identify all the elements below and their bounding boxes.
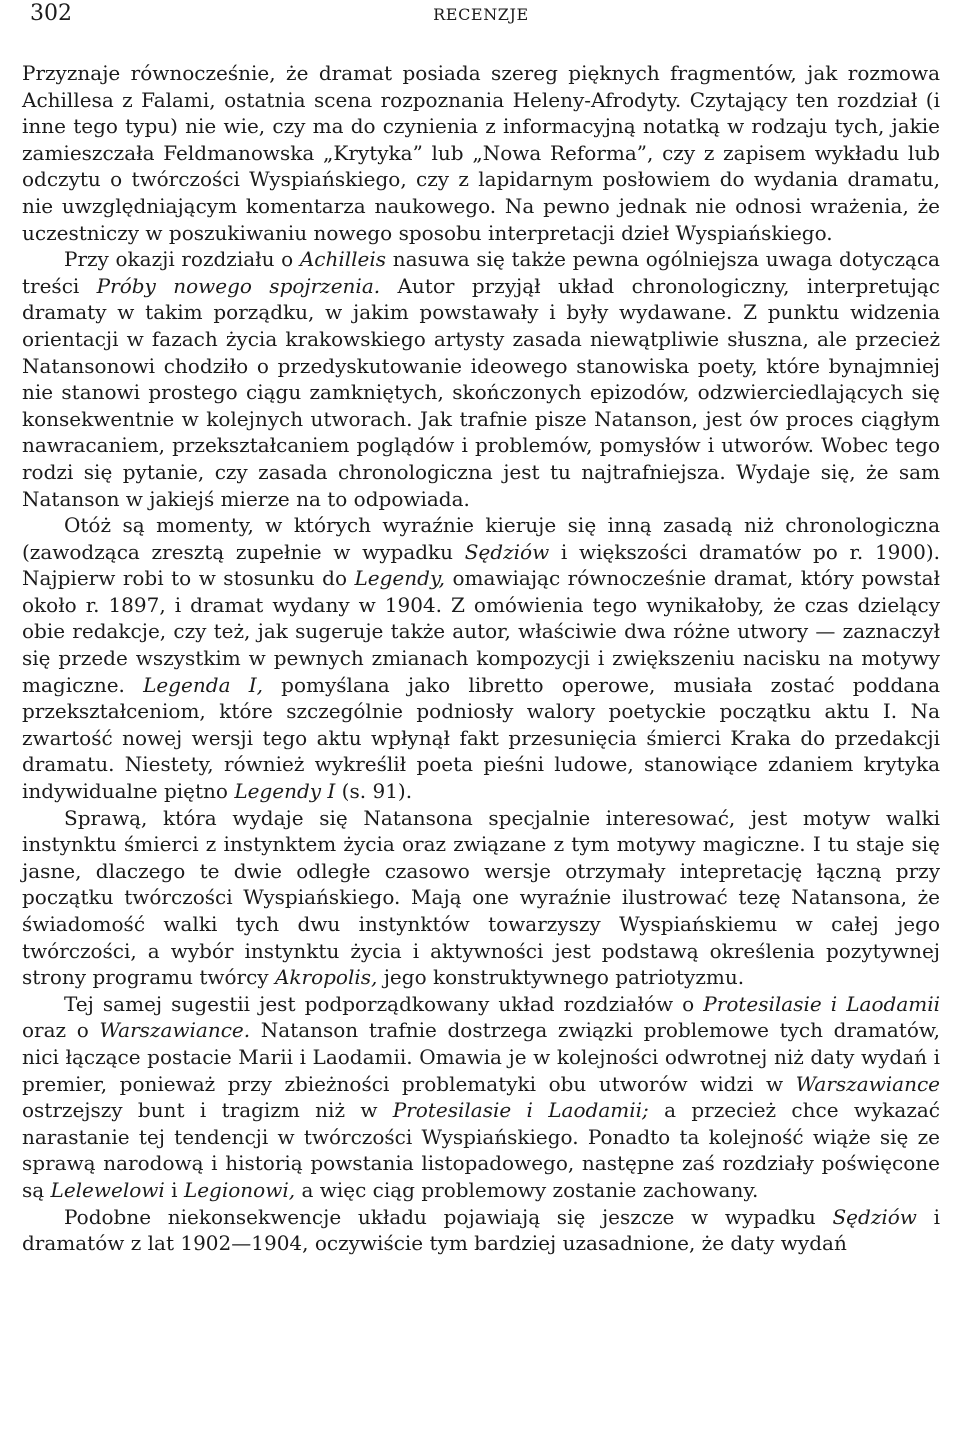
- review-body: [22, 60, 940, 1257]
- text-run: omawiając równocześnie dramat, który powstał około r. 1897, i dramat wydany w 1904. Z omówienia tego wynikałoby, że czas dzielący obie redakcje, czy też, jak sugeruje także autor, właściwie dwa różne utwory — zaznaczył się przede wszystkim w pewnych zmianach kompozycji i zwiększeniu nacisku na motywy magiczne.: [22, 566, 940, 697]
- text-run: (s. 91).: [335, 779, 413, 804]
- text-run: nasuwa się także pewna ogólniejsza uwaga dotycząca treści: [22, 247, 940, 298]
- text-run: pomyślana jako libretto operowe, musiała zostać poddana przekształceniom, które szczególnie podniosły walory poetyckie początku aktu I. Na zwartość nowej wersji tego aktu wpłynął fakt przesunięcia śmierci Kraka do przedakcji dramatu. Niestety, również wykreślił poeta pieśni ludowe, stanowiące zdaniem krytyka indywidualne piętno: [22, 672, 940, 804]
- paragraph: [22, 512, 940, 805]
- italic-title-text: Legendy I: [234, 779, 336, 804]
- italic-title-text: Legenda I,: [143, 672, 263, 697]
- text-run: ostrzejszy bunt i tragizm niż w: [22, 1098, 393, 1123]
- italic-title-text: Akropolis,: [274, 965, 378, 990]
- text-run: Otóż są momenty, w których wyraźnie kieruje się inną zasadą niż chronologiczna (zawodząca zresztą zupełnie w wypadku: [22, 513, 940, 564]
- page-header: [22, 0, 940, 38]
- text-run: Tej samej sugestii jest podporządkowany układ rozdziałów o: [64, 991, 704, 1016]
- italic-title-text: Warszawiance.: [99, 1018, 251, 1043]
- paragraph: [22, 805, 940, 991]
- text-run: a więc ciąg problemowy zostanie zachowany.: [295, 1177, 759, 1202]
- text-run: Sprawą, która wydaje się Natansona specjalnie interesować, jest motyw walki instynktu śmierci z instynktem życia oraz związane z tym motywy magiczne. I tu staje się jasne, dlaczego te dwie odległe czasowo wersje otrzymały intepretację łączną przy początku twórczości Wyspiańskiego. Mają one wyraźnie ilustrować tezę Natansona, że świadomość walki tych dwu instynktów towarzyszy Wyspiańskiemu w całej jego twórczości, a wybór instynktu życia i aktywności jest podstawą określenia pozytywnej strony programu twórcy: [22, 805, 940, 990]
- italic-title-text: Sędziów: [464, 539, 550, 564]
- italic-title-text: Protesilasie i Laodamii: [703, 991, 940, 1016]
- italic-title-text: Legendy,: [354, 566, 445, 591]
- italic-title-text: Legionowi,: [183, 1177, 296, 1202]
- text-run: Przyznaje równocześnie, że dramat posiada szereg pięknych fragmentów, jak rozmowa Achillesa z Falami, ostatnia scena rozpoznania Heleny-Afrodyty. Czytający ten rozdział (i inne tego typu) nie wie, czy ma do czynienia z informacyjną notatką w rodzaju tych, jakie zamieszczała Feldmanowska „Krytyka” lub „Nowa Reforma”, czy z zapisem wykładu lub odczytu o twórczości Wyspiańskiego, czy z lapidarnym posłowiem do wydania dramatu, nie uwzględniającym komentarza naukowego. Na pewno jednak nie odnosi wrażenia, że uczestniczy w poszukiwaniu nowego sposobu interpretacji dzieł Wyspiańskiego.: [22, 61, 940, 245]
- italic-title-text: Protesilasie i Laodamii;: [392, 1098, 649, 1123]
- text-run: Podobne niekonsekwencje układu pojawiają się jeszcze w wypadku: [64, 1204, 833, 1229]
- text-run: oraz o: [22, 1018, 100, 1043]
- text-run: jego konstruktywnego patriotyzmu.: [377, 965, 745, 990]
- italic-title-text: Lelewelowi: [50, 1177, 165, 1202]
- running-head: RECENZJE: [433, 5, 529, 24]
- italic-title-text: Warszawiance: [795, 1071, 940, 1096]
- italic-title-text: Achilleis: [299, 247, 387, 272]
- text-run: Autor przyjął układ chronologiczny, interpretując dramaty w takim porządku, w jakim powstawały i były wydawane. Z punktu widzenia orientacji w fazach życia krakowskiego artysty zasada niewątpliwie słuszna, ale przecież Natansonowi chodziło o przedyskutowanie ideowego stanowiska poety, które bynajmniej nie stanowi prostego ciągu zamkniętych, skończonych epizodów, odzwierciedlających się konsekwentnie w kolejnych utworach. Jak trafnie pisze Natanson, jest ów proces ciągłym nawracaniem, przekształcaniem poglądów i problemów, pomysłów i utworów. Wobec tego rodzi się pytanie, czy zasada chronologiczna jest tu najtrafniejsza. Wydaje się, że sam Natanson w jakiejś mierze na to odpowiada.: [22, 273, 940, 511]
- paragraph: [22, 991, 940, 1204]
- italic-title-text: Próby nowego spojrzenia.: [96, 273, 381, 298]
- italic-title-text: Sędziów: [832, 1204, 917, 1229]
- text-run: i większości dramatów po r. 1900). Najpierw robi to w stosunku do: [22, 539, 941, 591]
- paragraph: [22, 1204, 940, 1257]
- text-run: Przy okazji rozdziału o: [64, 247, 300, 272]
- text-run: a przecież chce wykazać narastanie tej tendencji w twórczości Wyspiańskiego. Ponadto ta kolejność wiąże się ze sprawą narodową i historią powstania listopadowego, następne zaś rozdziały poświęcone są: [22, 1098, 940, 1202]
- text-run: i dramatów z lat 1902—1904, oczywiście tym bardziej uzasadnione, że daty wydań: [22, 1204, 940, 1256]
- page-number: 302: [30, 1, 72, 26]
- text-run: i: [164, 1177, 184, 1202]
- paragraph: [22, 246, 940, 512]
- text-run: Natanson trafnie dostrzega związki problemowe tych dramatów, nici łączące postacie Marii i Laodamii. Omawia je w kolejności odwrotnej niż daty wydań i premier, ponieważ przy zbieżności problematyki obu utworów widzi w: [22, 1018, 940, 1096]
- paragraph: [22, 60, 940, 246]
